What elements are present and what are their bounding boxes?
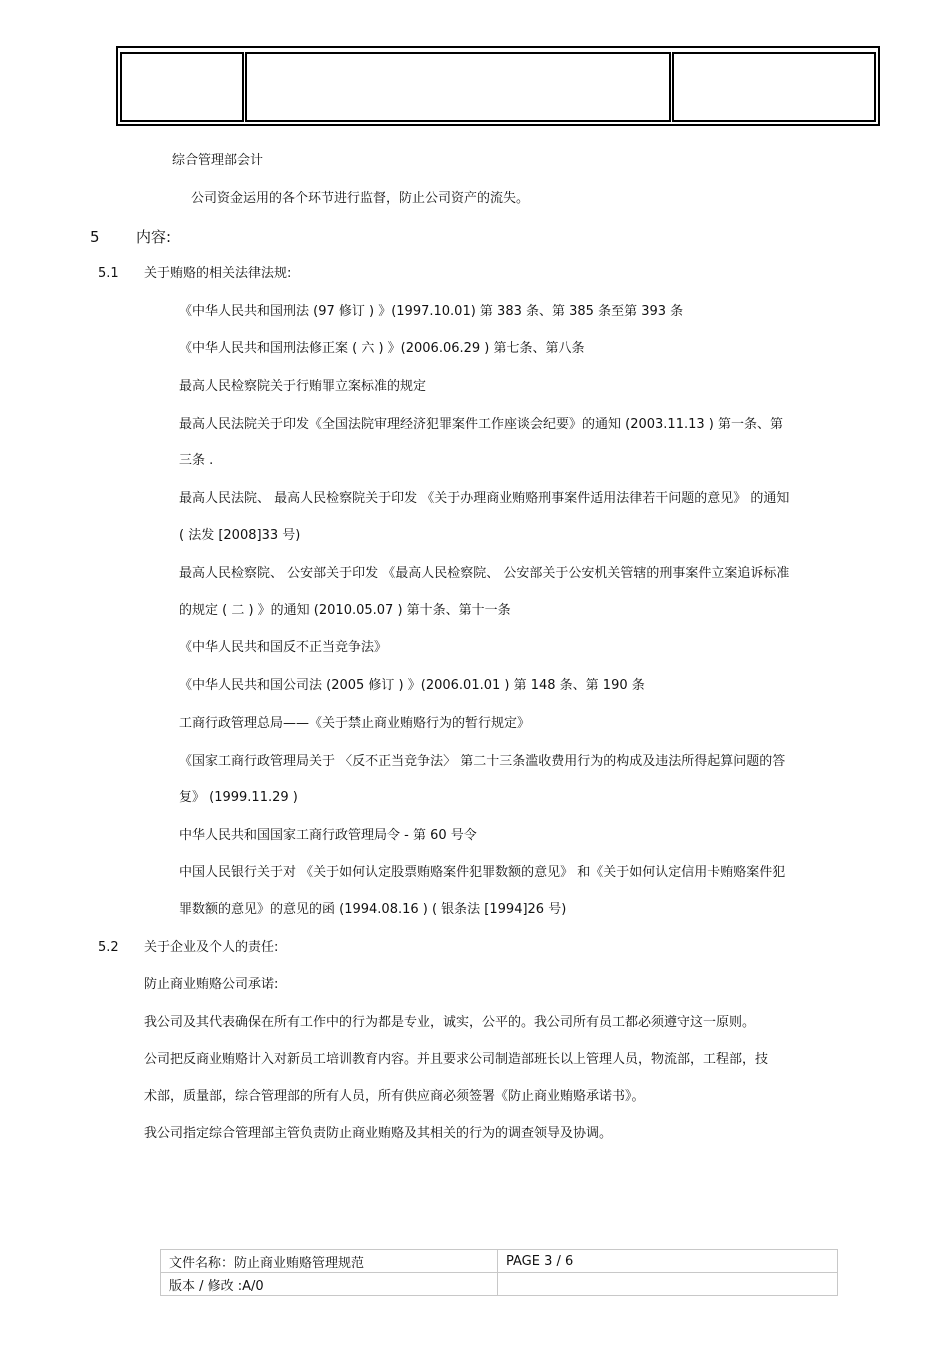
section-5-number: 5 [90, 228, 100, 246]
section-5-2-title: 关于企业及个人的责任: [144, 940, 279, 955]
section-5-1-title: 关于贿赂的相关法律法规: [144, 266, 292, 281]
law-line-2: 《中华人民共和国刑法修正案 ( 六 ) 》(2006.06.29 ) 第七条、第八条 [179, 341, 585, 356]
law-line-15: 中华人民共和国国家工商行政管理局令 - 第 60 号令 [179, 828, 477, 843]
law-line-6: 最高人民法院、 最高人民检察院关于印发 《关于办理商业贿赂刑事案件适用法律若干问题的意见》 的通知 [179, 491, 790, 506]
law-line-1: 《中华人民共和国刑法 (97 修订 ) 》(1997.10.01) 第 383 条、第 385 条至第 393 条 [179, 304, 684, 319]
header-cell-right [672, 52, 876, 122]
role-line: 综合管理部会计 [172, 153, 264, 168]
header-table [116, 46, 880, 126]
law-line-13: 《国家工商行政管理局关于 〈反不正当竞争法〉 第二十三条滥收费用行为的构成及违法所得起算问题的答 [179, 754, 786, 769]
footer-version: 版本 / 修改 :A/0 [161, 1273, 498, 1296]
footer-empty-cell [498, 1273, 838, 1296]
law-line-9: 的规定 ( 二 ) 》的通知 (2010.05.07 ) 第十条、第十一条 [179, 603, 511, 618]
header-cell-left [120, 52, 244, 122]
section-5-title: 内容: [136, 228, 172, 246]
law-line-7: ( 法发 [2008]33 号) [179, 528, 301, 543]
law-line-3: 最高人民检察院关于行贿罪立案标准的规定 [179, 379, 427, 394]
law-line-17: 罪数额的意见》的意见的函 (1994.08.16 ) ( 银条法 [1994]26 号) [179, 902, 567, 917]
duty-line-2: 我公司及其代表确保在所有工作中的行为都是专业，诚实，公平的。我公司所有员工都必须遵守这一原则。 [144, 1015, 756, 1030]
header-cell-middle [245, 52, 671, 122]
footer-page-number: PAGE 3 / 6 [498, 1250, 838, 1273]
purpose-line: 公司资金运用的各个环节进行监督，防止公司资产的流失。 [191, 191, 530, 206]
law-line-8: 最高人民检察院、 公安部关于印发 《最高人民检察院、 公安部关于公安机关管辖的刑事案件立案追诉标准 [179, 566, 790, 581]
law-line-4: 最高人民法院关于印发《全国法院审理经济犯罪案件工作座谈会纪要》的通知 (2003.11.13 ) 第一条、第 [179, 417, 783, 432]
section-5-1-number: 5.1 [98, 266, 119, 281]
law-line-12: 工商行政管理总局——《关于禁止商业贿赂行为的暂行规定》 [179, 716, 531, 731]
duty-line-1: 防止商业贿赂公司承诺: [144, 977, 279, 992]
duty-line-5: 我公司指定综合管理部主管负责防止商业贿赂及其相关的行为的调查领导及协调。 [144, 1126, 613, 1141]
duty-line-3: 公司把反商业贿赂计入对新员工培训教育内容。并且要求公司制造部班长以上管理人员，物流部，工程部，技 [144, 1052, 769, 1067]
section-5-2-number: 5.2 [98, 940, 119, 955]
law-line-16: 中国人民银行关于对 《关于如何认定股票贿赂案件犯罪数额的意见》 和《关于如何认定信用卡贿赂案件犯 [179, 865, 786, 880]
duty-line-4: 术部，质量部，综合管理部的所有人员，所有供应商必须签署《防止商业贿赂承诺书》。 [144, 1089, 645, 1104]
law-line-14: 复》 (1999.11.29 ) [179, 790, 298, 805]
footer-table [160, 1249, 838, 1296]
law-line-11: 《中华人民共和国公司法 (2005 修订 ) 》(2006.01.01 ) 第 148 条、第 190 条 [179, 678, 645, 693]
law-line-5: 三条 . [179, 453, 214, 468]
law-line-10: 《中华人民共和国反不正当竞争法》 [179, 640, 388, 655]
footer-file-name: 文件名称：防止商业贿赂管理规范 [161, 1250, 498, 1273]
